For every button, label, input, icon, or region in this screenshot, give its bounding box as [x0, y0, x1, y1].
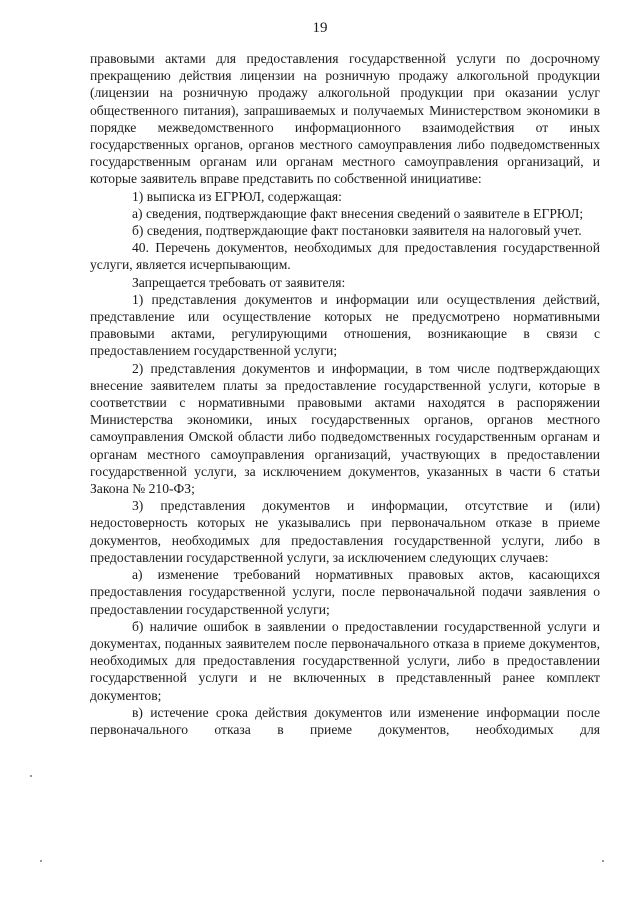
paragraph: Запрещается требовать от заявителя: — [132, 274, 346, 290]
paragraph: 1) выписка из ЕГРЮЛ, содержащая: — [132, 188, 342, 204]
paragraph: 2) представления документов и информации, в том числе подтверждающих внесение заявителем платы за предоставление государственной услуги, которые в соответствии с нормативными правовыми актами находятся в распоряжении Министерства экономики, иных государственных органов, органов местного самоуправления Омской области либо подведомственных государственным органам и органам местного самоуправления организаций, участвующих в предоставлении государственной услуги, за исключением документов, указанных в части 6 статьи Закона № 210-ФЗ; — [90, 360, 600, 497]
paragraph: б) наличие ошибок в заявлении о предоставлении государственной услуги и документах, поданных заявителем после первоначального отказа в приеме документов, необходимых для предоставления государственной услуги, либо в предоставлении государственной услуги и не включенных в представленный ранее комплект документов; — [90, 618, 600, 703]
scan-speck — [602, 860, 604, 862]
paragraph: 40. Перечень документов, необходимых для предоставления государственной услуги, является исчерпывающим. — [90, 240, 600, 273]
paragraph: а) сведения, подтверждающие факт внесения сведений о заявителе в ЕГРЮЛ; — [132, 205, 584, 221]
paragraph: 3) представления документов и информации, отсутствие и (или) недостоверность которых не указывались при первоначальном отказе в приеме документов, необходимых для предоставления государственной услуги, либо в предоставлении государственной услуги, за исключением следующих случаев: — [90, 498, 600, 565]
paragraph: правовыми актами для предоставления государственной услуги по досрочному прекращению действия лицензии на розничную продажу алкогольной продукции (лицензии на розничную продажу алкогольной продукции при оказании услуг общественного питания), запрашиваемых и получаемых Министерством экономики в порядке межведомственного информационного взаимодействия от иных государственных органов, органов местного самоуправления либо подведомственных государственным органам или органам местного самоуправления организаций, и которые заявитель вправе представить по собственной инициативе: — [90, 51, 600, 187]
paragraph: 1) представления документов и информации или осуществления действий, представление или осуществление которых не предусмотрено нормативными правовыми актами, регулирующими отношения, возникающие в связи с предоставлением государственной услуги; — [90, 291, 600, 359]
paragraph: б) сведения, подтверждающие факт постановки заявителя на налоговый учет. — [132, 223, 582, 239]
scan-speck — [30, 775, 32, 777]
paragraph: в) истечение срока действия документов или изменение информации после первоначального отказа в приеме документов, необходимых для — [90, 704, 600, 737]
paragraph: а) изменение требований нормативных правовых актов, касающихся предоставления государственной услуги, после первоначальной подачи заявления о предоставлении государственной услуги; — [90, 567, 600, 617]
page-number: 19 — [312, 20, 328, 36]
scan-speck — [40, 860, 42, 862]
document-body — [90, 50, 600, 738]
